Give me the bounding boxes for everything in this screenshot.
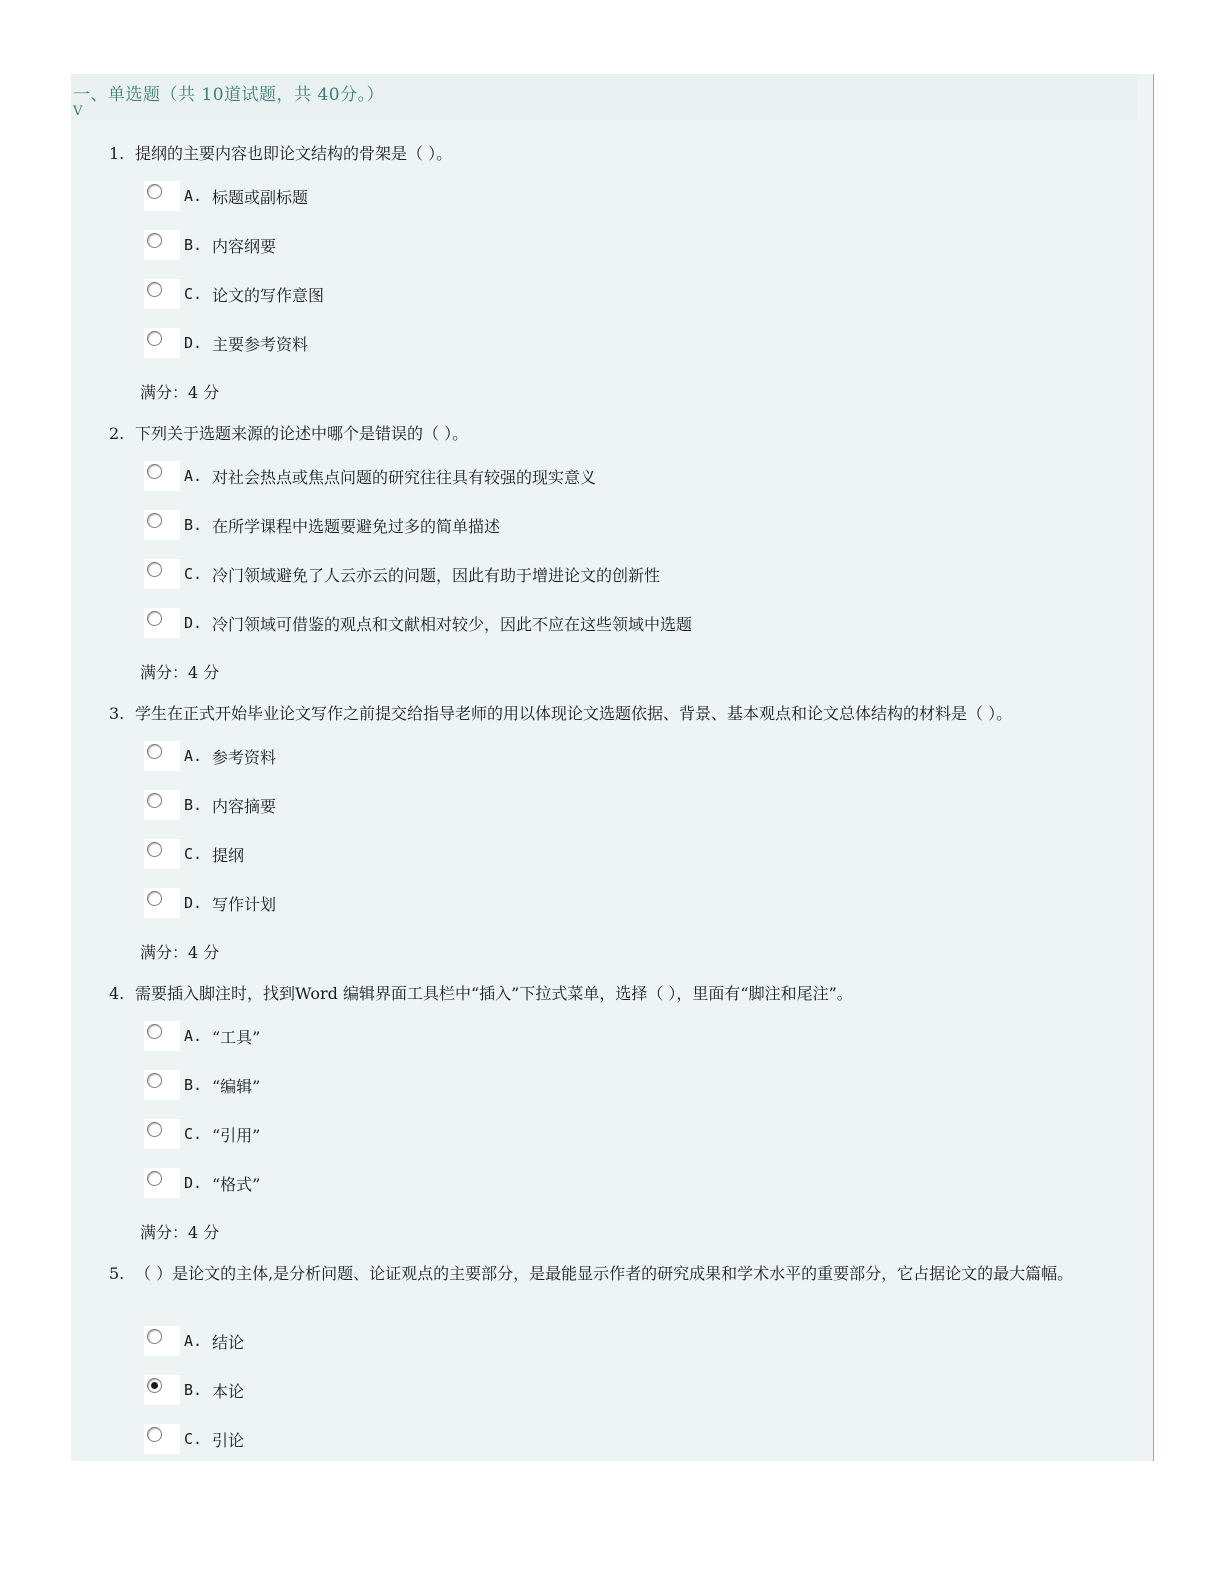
radio-box: [144, 608, 180, 638]
radio-box: [144, 790, 180, 820]
option-text: 内容纲要: [212, 236, 277, 256]
option-letter: C.: [184, 845, 203, 863]
radio-button[interactable]: [147, 744, 162, 759]
q4-option-b[interactable]: [144, 1070, 260, 1100]
radio-button[interactable]: [147, 1122, 162, 1137]
option-letter: D.: [184, 1174, 203, 1192]
radio-box: [144, 741, 180, 771]
question-3: [109, 702, 1149, 726]
option-text: “格式”: [212, 1174, 261, 1194]
score-label: 满分：4 分: [140, 943, 220, 962]
option-text: 在所学课程中选题要避免过多的简单描述: [212, 516, 501, 536]
option-letter: A.: [184, 467, 203, 485]
option-letter: B.: [184, 1381, 203, 1399]
radio-button[interactable]: [147, 1024, 162, 1039]
radio-box: [144, 1168, 180, 1198]
q2-option-a[interactable]: [144, 461, 596, 491]
option-text: 提纲: [212, 845, 245, 865]
radio-button[interactable]: [147, 1427, 162, 1442]
radio-button[interactable]: [147, 282, 162, 297]
option-letter: B.: [184, 236, 203, 254]
option-letter: A.: [184, 187, 203, 205]
q1-option-c[interactable]: [144, 279, 324, 309]
question-number: 1.: [109, 144, 125, 163]
radio-button[interactable]: [147, 842, 162, 857]
question-4: [109, 982, 1149, 1006]
radio-box: [144, 230, 180, 260]
option-text: 参考资料: [212, 747, 277, 767]
q1-option-b[interactable]: [144, 230, 276, 260]
radio-button[interactable]: [147, 331, 162, 346]
q2-option-c[interactable]: [144, 559, 660, 589]
option-letter: C.: [184, 285, 203, 303]
q4-option-c[interactable]: [144, 1119, 260, 1149]
option-text: 本论: [212, 1381, 245, 1401]
q5-option-c[interactable]: [144, 1424, 244, 1454]
q3-option-a[interactable]: [144, 741, 276, 771]
option-letter: D.: [184, 894, 203, 912]
question-1: [109, 142, 1149, 166]
question-number: 4.: [109, 984, 125, 1003]
question-number: 3.: [109, 704, 125, 723]
option-letter: A.: [184, 1332, 203, 1350]
radio-box: [144, 1375, 180, 1405]
question-text: （ ）是论文的主体,是分析问题、论证观点的主要部分，是最能显示作者的研究成果和学术水平的重要部分，它占据论文的最大篇幅。: [135, 1264, 1074, 1283]
q4-option-a[interactable]: [144, 1021, 260, 1051]
radio-box: [144, 1326, 180, 1356]
radio-box: [144, 510, 180, 540]
q5-option-a[interactable]: [144, 1326, 244, 1356]
q2-option-b[interactable]: [144, 510, 500, 540]
radio-button[interactable]: [147, 513, 162, 528]
option-letter: C.: [184, 1430, 203, 1448]
option-text: 结论: [212, 1332, 245, 1352]
radio-box: [144, 1119, 180, 1149]
radio-box: [144, 1424, 180, 1454]
option-letter: D.: [184, 614, 203, 632]
option-letter: B.: [184, 1076, 203, 1094]
section-mark: V: [73, 104, 83, 119]
q5-option-b[interactable]: [144, 1375, 244, 1405]
question-text: 需要插入脚注时，找到Word 编辑界面工具栏中“插入”下拉式菜单，选择（ ），里面有“脚注和尾注”。: [135, 984, 853, 1003]
question-text: 下列关于选题来源的论述中哪个是错误的（ ）。: [135, 424, 469, 443]
radio-button[interactable]: [147, 1171, 162, 1186]
radio-box: [144, 1021, 180, 1051]
radio-button[interactable]: [147, 793, 162, 808]
question-text: 学生在正式开始毕业论文写作之前提交给指导老师的用以体现论文选题依据、背景、基本观点和论文总体结构的材料是（ ）。: [135, 704, 1013, 723]
exam-panel: [71, 74, 1154, 1461]
question-number: 5.: [109, 1264, 125, 1283]
radio-box: [144, 839, 180, 869]
radio-button[interactable]: [147, 233, 162, 248]
question-text: 提纲的主要内容也即论文结构的骨架是（ ）。: [135, 144, 453, 163]
section-header: [71, 74, 1137, 120]
option-text: 引论: [212, 1430, 245, 1450]
option-text: “编辑”: [212, 1076, 261, 1096]
radio-button[interactable]: [147, 1073, 162, 1088]
q3-option-d[interactable]: [144, 888, 276, 918]
q4-option-d[interactable]: [144, 1168, 260, 1198]
radio-box: [144, 461, 180, 491]
option-letter: C.: [184, 1125, 203, 1143]
option-letter: B.: [184, 796, 203, 814]
option-text: 内容摘要: [212, 796, 277, 816]
radio-box: [144, 559, 180, 589]
radio-button[interactable]: [147, 1329, 162, 1344]
radio-button[interactable]: [147, 562, 162, 577]
radio-button[interactable]: [147, 464, 162, 479]
radio-button-selected[interactable]: [147, 1378, 162, 1393]
q3-option-b[interactable]: [144, 790, 276, 820]
radio-box: [144, 328, 180, 358]
question-5: [109, 1262, 1149, 1286]
q2-option-d[interactable]: [144, 608, 692, 638]
radio-button[interactable]: [147, 611, 162, 626]
section-title: 一、单选题（共 10道试题，共 40分。）: [73, 85, 385, 105]
option-text: 冷门领域可借鉴的观点和文献相对较少，因此不应在这些领域中选题: [212, 614, 693, 634]
q1-option-d[interactable]: [144, 328, 308, 358]
score-label: 满分：4 分: [140, 1223, 220, 1242]
q3-option-c[interactable]: [144, 839, 244, 869]
radio-box: [144, 279, 180, 309]
option-text: 写作计划: [212, 894, 277, 914]
option-text: “工具”: [212, 1027, 261, 1047]
option-text: 冷门领域避免了人云亦云的问题，因此有助于增进论文的创新性: [212, 565, 661, 585]
option-letter: B.: [184, 516, 203, 534]
option-letter: D.: [184, 334, 203, 352]
radio-box: [144, 888, 180, 918]
q1-option-a[interactable]: [144, 181, 308, 211]
option-text: 标题或副标题: [212, 187, 309, 207]
option-letter: A.: [184, 747, 203, 765]
score-label: 满分：4 分: [140, 383, 220, 402]
score-label: 满分：4 分: [140, 663, 220, 682]
question-number: 2.: [109, 424, 125, 443]
radio-button[interactable]: [147, 891, 162, 906]
option-letter: C.: [184, 565, 203, 583]
option-text: 论文的写作意图: [212, 285, 325, 305]
option-letter: A.: [184, 1027, 203, 1045]
option-text: 主要参考资料: [212, 334, 309, 354]
radio-box: [144, 181, 180, 211]
radio-box: [144, 1070, 180, 1100]
option-text: “引用”: [212, 1125, 261, 1145]
radio-button[interactable]: [147, 184, 162, 199]
option-text: 对社会热点或焦点问题的研究往往具有较强的现实意义: [212, 467, 597, 487]
question-2: [109, 422, 1149, 446]
